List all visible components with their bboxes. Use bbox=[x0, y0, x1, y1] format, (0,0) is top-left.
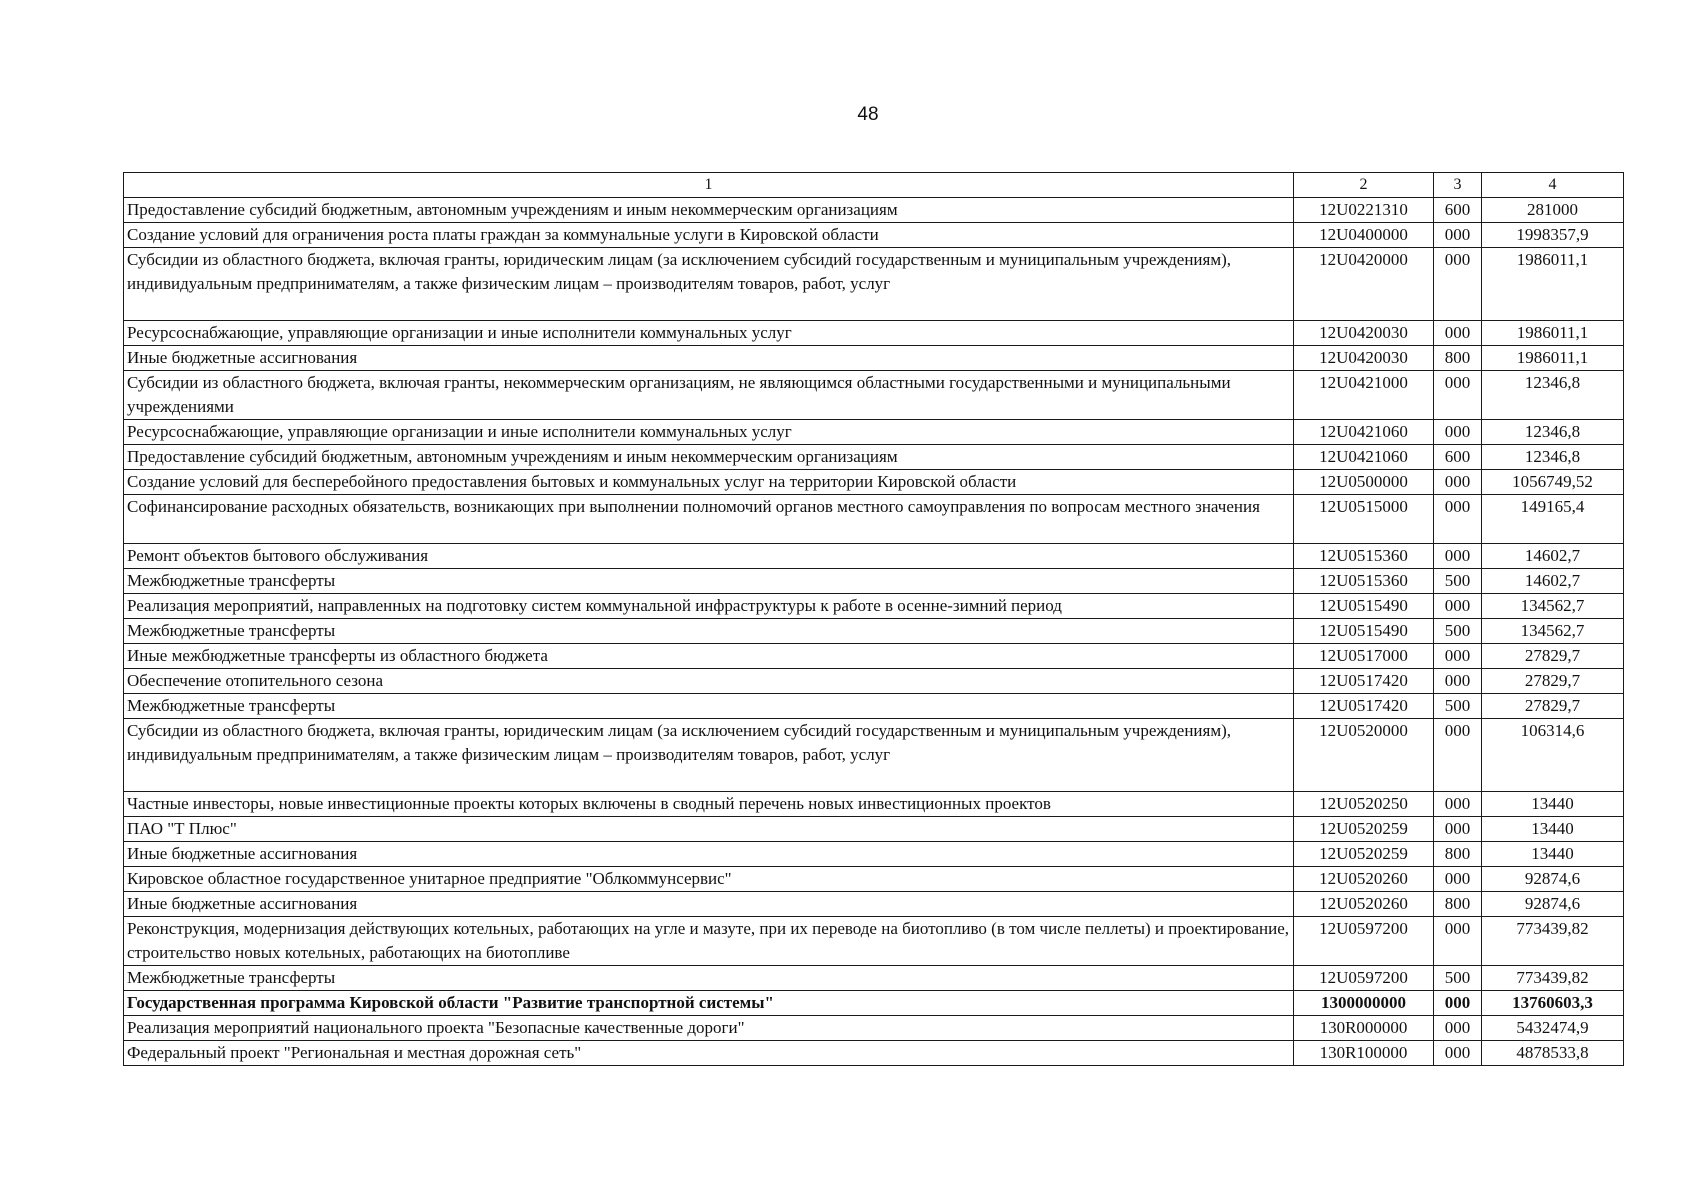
code-cell: 12U0515490 bbox=[1294, 594, 1434, 619]
type-cell: 000 bbox=[1434, 223, 1482, 248]
name-cell: Субсидии из областного бюджета, включая гранты, юридическим лицам (за исключением субсидий государственным и муниципальным учреждениям), индивидуальным предпринимателям, а также физическим лицам – производителям товаров, работ, услуг bbox=[124, 248, 1294, 321]
name-cell: Иные бюджетные ассигнования bbox=[124, 842, 1294, 867]
code-cell: 12U0420030 bbox=[1294, 346, 1434, 371]
type-cell: 800 bbox=[1434, 842, 1482, 867]
sum-cell: 92874,6 bbox=[1482, 867, 1624, 892]
sum-cell: 149165,4 bbox=[1482, 495, 1624, 544]
table-row bbox=[124, 966, 1624, 991]
table-row bbox=[124, 346, 1624, 371]
sum-cell: 773439,82 bbox=[1482, 917, 1624, 966]
header-cell-sum: 4 bbox=[1482, 173, 1624, 198]
table-row bbox=[124, 569, 1624, 594]
name-cell: Кировское областное государственное унитарное предприятие "Облкоммунсервис" bbox=[124, 867, 1294, 892]
sum-cell: 281000 bbox=[1482, 198, 1624, 223]
sum-cell: 13440 bbox=[1482, 842, 1624, 867]
name-cell: Ресурсоснабжающие, управляющие организации и иные исполнители коммунальных услуг bbox=[124, 420, 1294, 445]
table-body bbox=[124, 173, 1624, 1066]
sum-cell: 12346,8 bbox=[1482, 445, 1624, 470]
table-row bbox=[124, 1041, 1624, 1066]
name-cell: Субсидии из областного бюджета, включая гранты, юридическим лицам (за исключением субсидий государственным и муниципальным учреждениям), индивидуальным предпринимателям, а также физическим лицам – производителям товаров, работ, услуг bbox=[124, 719, 1294, 792]
code-cell: 130R100000 bbox=[1294, 1041, 1434, 1066]
code-cell: 12U0400000 bbox=[1294, 223, 1434, 248]
name-cell: Создание условий для ограничения роста платы граждан за коммунальные услуги в Кировской области bbox=[124, 223, 1294, 248]
type-cell: 000 bbox=[1434, 544, 1482, 569]
sum-cell: 1998357,9 bbox=[1482, 223, 1624, 248]
sum-cell: 13440 bbox=[1482, 817, 1624, 842]
page-number: 48 bbox=[857, 104, 879, 125]
table-row bbox=[124, 470, 1624, 495]
name-cell: Иные бюджетные ассигнования bbox=[124, 892, 1294, 917]
code-cell: 12U0520259 bbox=[1294, 817, 1434, 842]
type-cell: 000 bbox=[1434, 867, 1482, 892]
name-cell: Ресурсоснабжающие, управляющие организации и иные исполнители коммунальных услуг bbox=[124, 321, 1294, 346]
sum-cell: 5432474,9 bbox=[1482, 1016, 1624, 1041]
name-cell: Частные инвесторы, новые инвестиционные проекты которых включены в сводный перечень новых инвестиционных проектов bbox=[124, 792, 1294, 817]
code-cell: 12U0500000 bbox=[1294, 470, 1434, 495]
type-cell: 000 bbox=[1434, 991, 1482, 1016]
name-cell: Реализация мероприятий, направленных на подготовку систем коммунальной инфраструктуры к работе в осенне-зимний период bbox=[124, 594, 1294, 619]
budget-table bbox=[123, 172, 1624, 1066]
table-row bbox=[124, 420, 1624, 445]
code-cell: 12U0515360 bbox=[1294, 544, 1434, 569]
name-cell: Софинансирование расходных обязательств, возникающих при выполнении полномочий органов местного самоуправления по вопросам местного значения bbox=[124, 495, 1294, 544]
name-cell: Межбюджетные трансферты bbox=[124, 966, 1294, 991]
table-row bbox=[124, 917, 1624, 966]
code-cell: 12U0597200 bbox=[1294, 917, 1434, 966]
table-row bbox=[124, 817, 1624, 842]
sum-cell: 1056749,52 bbox=[1482, 470, 1624, 495]
code-cell: 12U0421060 bbox=[1294, 420, 1434, 445]
name-cell: Государственная программа Кировской области "Развитие транспортной системы" bbox=[124, 991, 1294, 1016]
name-cell: Предоставление субсидий бюджетным, автономным учреждениям и иным некоммерческим организациям bbox=[124, 198, 1294, 223]
code-cell: 12U0515360 bbox=[1294, 569, 1434, 594]
type-cell: 000 bbox=[1434, 669, 1482, 694]
sum-cell: 12346,8 bbox=[1482, 420, 1624, 445]
sum-cell: 4878533,8 bbox=[1482, 1041, 1624, 1066]
name-cell: Реализация мероприятий национального проекта "Безопасные качественные дороги" bbox=[124, 1016, 1294, 1041]
sum-cell: 27829,7 bbox=[1482, 669, 1624, 694]
table-row bbox=[124, 1016, 1624, 1041]
table-row bbox=[124, 594, 1624, 619]
code-cell: 12U0515490 bbox=[1294, 619, 1434, 644]
sum-cell: 134562,7 bbox=[1482, 594, 1624, 619]
type-cell: 000 bbox=[1434, 248, 1482, 321]
sum-cell: 27829,7 bbox=[1482, 694, 1624, 719]
table-row bbox=[124, 619, 1624, 644]
type-cell: 000 bbox=[1434, 594, 1482, 619]
code-cell: 12U0515000 bbox=[1294, 495, 1434, 544]
code-cell: 1300000000 bbox=[1294, 991, 1434, 1016]
name-cell: Федеральный проект "Региональная и местная дорожная сеть" bbox=[124, 1041, 1294, 1066]
type-cell: 800 bbox=[1434, 346, 1482, 371]
name-cell: Межбюджетные трансферты bbox=[124, 619, 1294, 644]
type-cell: 600 bbox=[1434, 198, 1482, 223]
type-cell: 000 bbox=[1434, 792, 1482, 817]
code-cell: 12U0517420 bbox=[1294, 669, 1434, 694]
type-cell: 000 bbox=[1434, 1041, 1482, 1066]
sum-cell: 13760603,3 bbox=[1482, 991, 1624, 1016]
name-cell: Предоставление субсидий бюджетным, автономным учреждениям и иным некоммерческим организациям bbox=[124, 445, 1294, 470]
name-cell: Межбюджетные трансферты bbox=[124, 569, 1294, 594]
table-row bbox=[124, 867, 1624, 892]
table-row bbox=[124, 842, 1624, 867]
sum-cell: 106314,6 bbox=[1482, 719, 1624, 792]
header-cell-type: 3 bbox=[1434, 173, 1482, 198]
code-cell: 12U0420000 bbox=[1294, 248, 1434, 321]
table-row bbox=[124, 792, 1624, 817]
type-cell: 000 bbox=[1434, 371, 1482, 420]
sum-cell: 1986011,1 bbox=[1482, 321, 1624, 346]
name-cell: Ремонт объектов бытового обслуживания bbox=[124, 544, 1294, 569]
sum-cell: 12346,8 bbox=[1482, 371, 1624, 420]
table-row bbox=[124, 248, 1624, 321]
name-cell: Иные бюджетные ассигнования bbox=[124, 346, 1294, 371]
type-cell: 500 bbox=[1434, 569, 1482, 594]
table-row bbox=[124, 544, 1624, 569]
header-cell-name: 1 bbox=[124, 173, 1294, 198]
type-cell: 000 bbox=[1434, 1016, 1482, 1041]
table-row bbox=[124, 445, 1624, 470]
name-cell: Межбюджетные трансферты bbox=[124, 694, 1294, 719]
code-cell: 12U0421060 bbox=[1294, 445, 1434, 470]
code-cell: 12U0221310 bbox=[1294, 198, 1434, 223]
table-header-row bbox=[124, 173, 1624, 198]
code-cell: 12U0520000 bbox=[1294, 719, 1434, 792]
type-cell: 000 bbox=[1434, 420, 1482, 445]
name-cell: Субсидии из областного бюджета, включая гранты, некоммерческим организациям, не являющимся областными государственными и муниципальными учреждениями bbox=[124, 371, 1294, 420]
name-cell: ПАО "Т Плюс" bbox=[124, 817, 1294, 842]
type-cell: 000 bbox=[1434, 470, 1482, 495]
sum-cell: 1986011,1 bbox=[1482, 248, 1624, 321]
code-cell: 12U0517420 bbox=[1294, 694, 1434, 719]
code-cell: 12U0421000 bbox=[1294, 371, 1434, 420]
table-row bbox=[124, 644, 1624, 669]
table-row bbox=[124, 223, 1624, 248]
type-cell: 000 bbox=[1434, 321, 1482, 346]
sum-cell: 27829,7 bbox=[1482, 644, 1624, 669]
type-cell: 000 bbox=[1434, 817, 1482, 842]
type-cell: 000 bbox=[1434, 917, 1482, 966]
type-cell: 500 bbox=[1434, 619, 1482, 644]
name-cell: Иные межбюджетные трансферты из областного бюджета bbox=[124, 644, 1294, 669]
type-cell: 500 bbox=[1434, 694, 1482, 719]
code-cell: 12U0520260 bbox=[1294, 892, 1434, 917]
code-cell: 12U0420030 bbox=[1294, 321, 1434, 346]
table-row bbox=[124, 669, 1624, 694]
sum-cell: 134562,7 bbox=[1482, 619, 1624, 644]
type-cell: 000 bbox=[1434, 495, 1482, 544]
code-cell: 12U0517000 bbox=[1294, 644, 1434, 669]
table-row bbox=[124, 892, 1624, 917]
table-row bbox=[124, 198, 1624, 223]
table-row bbox=[124, 694, 1624, 719]
type-cell: 000 bbox=[1434, 719, 1482, 792]
table-row bbox=[124, 371, 1624, 420]
code-cell: 12U0520250 bbox=[1294, 792, 1434, 817]
header-cell-code: 2 bbox=[1294, 173, 1434, 198]
type-cell: 000 bbox=[1434, 644, 1482, 669]
sum-cell: 14602,7 bbox=[1482, 544, 1624, 569]
sum-cell: 1986011,1 bbox=[1482, 346, 1624, 371]
table-row bbox=[124, 719, 1624, 792]
sum-cell: 92874,6 bbox=[1482, 892, 1624, 917]
name-cell: Обеспечение отопительного сезона bbox=[124, 669, 1294, 694]
code-cell: 12U0520259 bbox=[1294, 842, 1434, 867]
name-cell: Создание условий для бесперебойного предоставления бытовых и коммунальных услуг на территории Кировской области bbox=[124, 470, 1294, 495]
code-cell: 130R000000 bbox=[1294, 1016, 1434, 1041]
code-cell: 12U0520260 bbox=[1294, 867, 1434, 892]
code-cell: 12U0597200 bbox=[1294, 966, 1434, 991]
table-row bbox=[124, 321, 1624, 346]
sum-cell: 14602,7 bbox=[1482, 569, 1624, 594]
type-cell: 600 bbox=[1434, 445, 1482, 470]
type-cell: 500 bbox=[1434, 966, 1482, 991]
table-row bbox=[124, 495, 1624, 544]
type-cell: 800 bbox=[1434, 892, 1482, 917]
name-cell: Реконструкция, модернизация действующих котельных, работающих на угле и мазуте, при их переводе на биотопливо (в том числе пеллеты) и проектирование, строительство новых котельных, работающих на биотопливе bbox=[124, 917, 1294, 966]
sum-cell: 13440 bbox=[1482, 792, 1624, 817]
sum-cell: 773439,82 bbox=[1482, 966, 1624, 991]
table-row bbox=[124, 991, 1624, 1016]
